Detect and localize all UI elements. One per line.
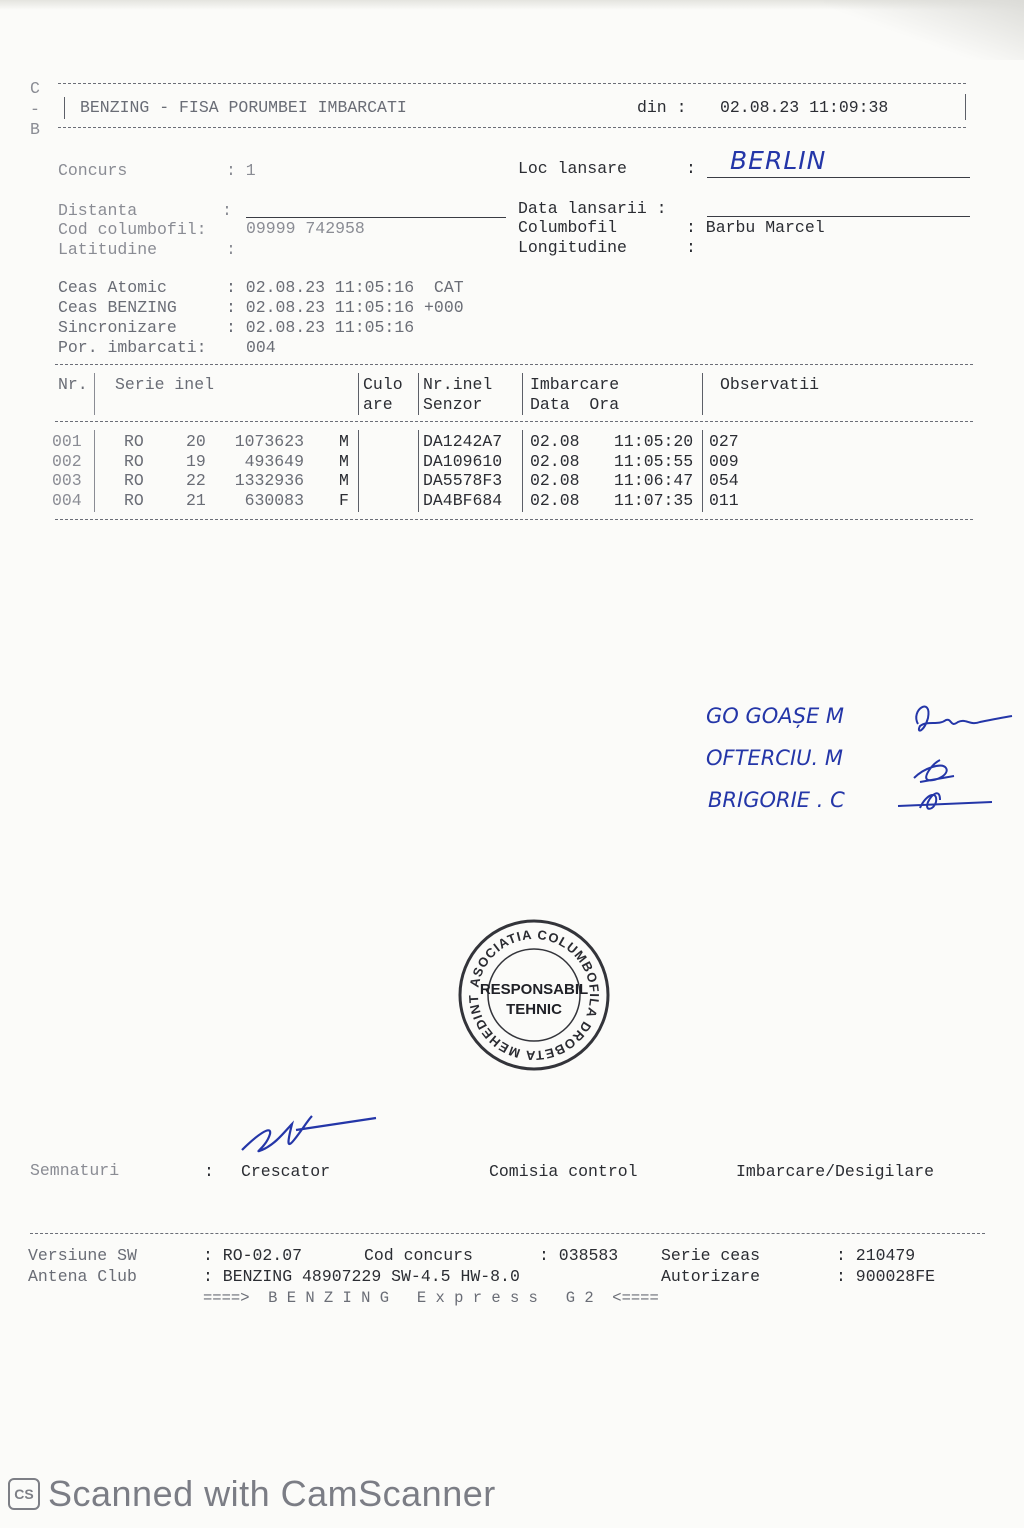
antena-label: Antena Club xyxy=(28,1267,137,1286)
stamp-center-text-2: TEHNIC xyxy=(506,1001,562,1018)
cod-columbofil-label: Cod columbofil: xyxy=(58,220,207,239)
imbarcare-desigilare-label: Imbarcare/Desigilare xyxy=(736,1162,935,1181)
row-senzor: DA109610 xyxy=(423,452,503,471)
side-marker: - xyxy=(30,100,40,119)
row-year: 20 xyxy=(186,432,206,451)
row-country: RO xyxy=(124,432,144,451)
header-nr-inel: Nr.inel xyxy=(423,375,493,394)
table-top-rule xyxy=(55,364,973,365)
row-ring-number: 1332936 xyxy=(234,471,304,490)
distanta-sep: : xyxy=(222,201,232,220)
handwritten-signature-group xyxy=(880,690,1020,830)
stamp-ring-text: ASOCIATIA COLUMBOFILA DROBETA MEHEDINT xyxy=(465,926,603,1064)
handwritten-name: GO GOAȘE M xyxy=(706,704,845,728)
por-imbarcati-value: 004 xyxy=(246,338,276,357)
row-time: 11:06:47 xyxy=(614,471,694,490)
columbofil-label: Columbofil xyxy=(518,218,618,237)
col-divider xyxy=(94,430,95,512)
row-time: 11:05:55 xyxy=(614,452,694,471)
row-nr: 001 xyxy=(52,432,82,451)
cod-concurs-value: : 038583 xyxy=(539,1246,619,1265)
longitudine-label: Longitudine xyxy=(518,238,627,257)
ceas-benzing-label: Ceas BENZING xyxy=(58,298,177,317)
camscanner-text: Scanned with CamScanner xyxy=(48,1473,496,1514)
semnaturi-label: Semnaturi xyxy=(30,1161,120,1180)
header-top-rule xyxy=(58,83,966,84)
print-datetime: 02.08.23 11:09:38 xyxy=(720,98,889,117)
col-divider xyxy=(418,373,419,415)
stamp-center-text: RESPONSABIL xyxy=(479,981,589,998)
row-date: 02.08 xyxy=(530,491,580,510)
versiune-value: : RO-02.07 xyxy=(203,1246,303,1265)
ceas-atomic-label: Ceas Atomic xyxy=(58,278,167,297)
header-culoare-2: are xyxy=(363,395,393,414)
header-observatii: Observatii xyxy=(720,375,820,394)
col-divider xyxy=(358,373,359,415)
loc-lansare-sep: : xyxy=(686,159,696,178)
row-date: 02.08 xyxy=(530,432,580,451)
antena-value: : BENZING 48907229 SW-4.5 HW-8.0 xyxy=(203,1267,520,1286)
row-senzor: DA4BF684 xyxy=(423,491,503,510)
concurs-label: Concurs xyxy=(58,161,128,180)
row-year: 22 xyxy=(186,471,206,490)
crescator-signature xyxy=(236,1110,386,1170)
col-divider xyxy=(522,373,523,415)
header-bottom-rule xyxy=(58,127,966,128)
header-serie-inel: Serie inel xyxy=(115,375,215,394)
columbofil-value: : Barbu Marcel xyxy=(686,218,825,237)
semnaturi-sep: : xyxy=(204,1162,214,1181)
row-sex: M xyxy=(339,452,349,471)
row-year: 19 xyxy=(186,452,206,471)
header-senzor: Senzor xyxy=(423,395,483,414)
header-data-ora: Data Ora xyxy=(530,395,620,414)
table-bottom-rule xyxy=(55,519,973,520)
loc-lansare-label: Loc lansare xyxy=(518,159,627,178)
row-sex: M xyxy=(339,471,349,490)
benzing-express-line: ====> B E N Z I N G E x p r e s s G 2 <==== xyxy=(203,1289,659,1307)
versiune-label: Versiune SW xyxy=(28,1246,137,1265)
row-senzor: DA5578F3 xyxy=(423,471,503,490)
sincronizare-label: Sincronizare xyxy=(58,318,177,337)
sincronizare-value: : 02.08.23 11:05:16 xyxy=(226,318,415,337)
row-year: 21 xyxy=(186,491,206,510)
side-marker: B xyxy=(30,120,40,139)
header-nr: Nr. xyxy=(58,375,88,394)
page-corner-shadow xyxy=(824,0,1024,60)
col-divider xyxy=(702,430,703,512)
cod-columbofil-value: 09999 742958 xyxy=(246,219,365,238)
camscanner-logo-icon: CS xyxy=(8,1478,40,1510)
row-date: 02.08 xyxy=(530,471,580,490)
row-ring-number: 1073623 xyxy=(234,432,304,451)
side-marker: C xyxy=(30,79,40,98)
row-country: RO xyxy=(124,471,144,490)
header-right-bar xyxy=(965,94,966,120)
row-sex: M xyxy=(339,432,349,451)
cod-concurs-label: Cod concurs xyxy=(364,1246,473,1265)
camscanner-watermark xyxy=(8,1474,496,1514)
ceas-atomic-value: : 02.08.23 11:05:16 CAT xyxy=(226,278,464,297)
row-time: 11:07:35 xyxy=(614,491,694,510)
row-senzor: DA1242A7 xyxy=(423,432,503,451)
distanta-label: Distanta xyxy=(58,201,138,220)
row-nr: 003 xyxy=(52,471,82,490)
por-imbarcati-label: Por. imbarcati: xyxy=(58,338,207,357)
row-nr: 002 xyxy=(52,452,82,471)
header-culoare: Culo xyxy=(363,375,403,394)
header-imbarcare: Imbarcare xyxy=(530,375,620,394)
col-divider xyxy=(94,373,95,415)
document-title: BENZING - FISA PORUMBEI IMBARCATI xyxy=(80,98,407,117)
handwritten-name: BRIGORIE . C xyxy=(708,788,845,812)
row-observatii: 011 xyxy=(709,491,739,510)
latitudine-label: Latitudine xyxy=(58,240,158,259)
header-left-bar xyxy=(64,97,65,119)
loc-lansare-handwritten: BERLIN xyxy=(730,146,827,175)
distanta-underline xyxy=(246,217,506,218)
row-observatii: 009 xyxy=(709,452,739,471)
row-date: 02.08 xyxy=(530,452,580,471)
row-sex: F xyxy=(339,491,349,510)
loc-lansare-underline xyxy=(707,177,970,178)
col-divider xyxy=(358,430,359,512)
ceas-benzing-value: : 02.08.23 11:05:16 +000 xyxy=(226,298,464,317)
handwritten-name: OFTERCIU. M xyxy=(706,746,843,770)
col-divider xyxy=(418,430,419,512)
longitudine-sep: : xyxy=(686,238,696,257)
data-lansarii-underline xyxy=(707,216,970,217)
footer-rule xyxy=(30,1233,985,1234)
row-country: RO xyxy=(124,452,144,471)
concurs-value: : 1 xyxy=(226,161,256,180)
autorizare-value: : 900028FE xyxy=(836,1267,936,1286)
row-ring-number: 630083 xyxy=(244,491,304,510)
row-time: 11:05:20 xyxy=(614,432,694,451)
data-lansarii-label: Data lansarii : xyxy=(518,199,667,218)
crescator-label: Crescator xyxy=(241,1162,331,1181)
serie-ceas-value: : 210479 xyxy=(836,1246,916,1265)
comisia-label: Comisia control xyxy=(489,1162,638,1181)
row-observatii: 054 xyxy=(709,471,739,490)
din-label: din : xyxy=(637,98,687,117)
latitudine-sep: : xyxy=(226,240,236,259)
official-stamp xyxy=(457,918,611,1072)
autorizare-label: Autorizare xyxy=(661,1267,761,1286)
table-header-rule xyxy=(55,421,973,422)
row-nr: 004 xyxy=(52,491,82,510)
row-country: RO xyxy=(124,491,144,510)
col-divider xyxy=(702,373,703,415)
col-divider xyxy=(522,430,523,512)
row-observatii: 027 xyxy=(709,432,739,451)
row-ring-number: 493649 xyxy=(244,452,304,471)
serie-ceas-label: Serie ceas xyxy=(661,1246,761,1265)
